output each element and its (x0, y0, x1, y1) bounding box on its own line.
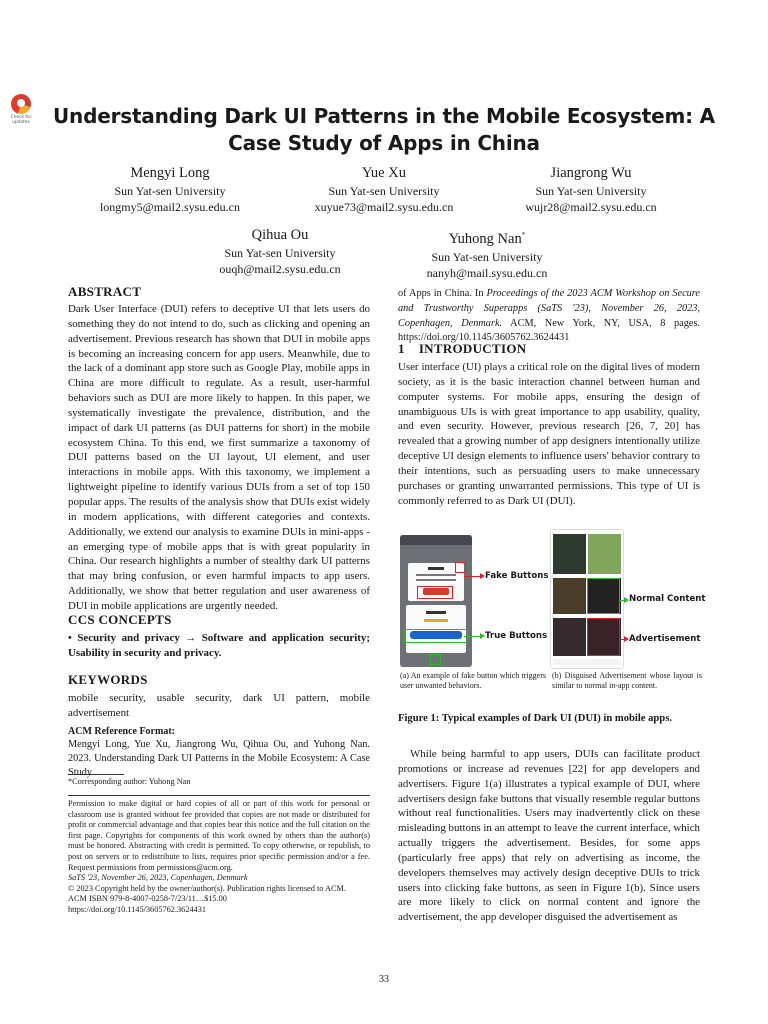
abstract-body: Dark User Interface (DUI) refers to deceptive UI that lets users do something they do not intend to do, such as clicking and opening an advertisement. Previous research has shown that DUI in mobile apps is becoming an increasing concern for app users. Meanwhile, due to the lack of a dominant app store such as Google Play, mobile apps in China are more difficult to regulate. As a result, user-harmful behaviors such as DUI are more likely to happen. In this paper, we systematically investigate the prevalence, distribution, and the impact of dark UI patterns (as DUI patterns for short) in the mobile ecosystem China. To this end, we first summarize a taxonomy of DUI patterns based on the UI layout, UI element, and user interactions in mobile apps. With this taxonomy, we implement a lightweight pipeline to identify various DUIs from a set of top 150 popular apps. The results of the analysis show that DUIs exist widely in modern applications, with different categories and contexts. Additionally, we extend our analysis to examine DUIs in mini-apps - an emerging type of mobile apps that is with great popularity in China. Our research highlights a number of stealthy dark UI patterns that may bring confusion, or even harmful impacts to app users. Additionally, we show that better regulation and user awareness of DUI in mobile applications are urgently needed. (68, 303, 370, 612)
subcaption-b: (b) Disguised Advertisement whose layout is similar to normal in-app content. (552, 671, 702, 690)
true-buttons-label: True Buttons (485, 631, 548, 641)
footnote-rule (68, 774, 124, 775)
abstract-heading: ABSTRACT (68, 284, 142, 299)
doi-link[interactable]: https://doi.org/10.1145/3605762.3624431 (68, 904, 207, 914)
author-email: nanyh@mail.sysu.edu.cn (426, 265, 548, 280)
author-affiliation: Sun Yat-sen University (224, 246, 336, 260)
author-block (70, 164, 270, 215)
author-name: Yue Xu (362, 165, 406, 181)
permission-notice (68, 799, 370, 916)
author-block (387, 226, 587, 281)
fake-buttons-label: Fake Buttons (485, 571, 549, 581)
author-block (284, 164, 484, 215)
normal-content-highlight (587, 578, 620, 614)
paper-title: Understanding Dark UI Patterns in the Mobile Ecosystem: A Case Study of Apps in China (53, 104, 715, 155)
author-affiliation: Sun Yat-sen University (114, 184, 226, 198)
author-email: longmy5@mail2.sysu.edu.cn (99, 200, 241, 214)
copyright-line: © 2023 Copyright held by the owner/author(s). Publication rights licensed to ACM. (68, 883, 346, 893)
footnote: *Corresponding author: Yuhong Nan (68, 777, 191, 786)
author-block (180, 226, 380, 277)
figure-1 (398, 527, 706, 699)
fake-button-highlight (417, 586, 453, 599)
fake-button-highlight (455, 562, 466, 573)
true-button-highlight (430, 654, 441, 665)
author-email: wujr28@mail2.sysu.edu.cn (525, 200, 657, 214)
ccs-heading: CCS CONCEPTS (68, 612, 172, 627)
permission-rule (68, 795, 370, 796)
badge-text: Check for updates (10, 115, 32, 125)
figure-caption: Figure 1: Typical examples of Dark UI (DUI) in mobile apps. (398, 713, 672, 724)
author-affiliation: Sun Yat-sen University (328, 184, 440, 198)
permission-text: Permission to make digital or hard copies of all or part of this work for personal or classroom use is granted without fee provided that copies are not made or distributed for profit or commercial advantage and that copies bear this notice and the full citation on the first page. Copyrights for components of this work owned by others than the author(s) must be honored. Abstracting with credit is permitted. To copy otherwise, or republish, to post on servers or to redistribute to lists, requires prior specific permission and/or a fee. Request permissions from permissions@acm.org. (68, 799, 370, 872)
screenshot-b (550, 529, 624, 669)
intro-heading: 1 INTRODUCTION (398, 341, 527, 356)
advertisement-label: Advertisement (629, 634, 701, 644)
normal-content-label: Normal Content (629, 594, 706, 604)
author-email: ouqh@mail2.sysu.edu.cn (219, 262, 341, 276)
venue-line: SaTS '23, November 26, 2023, Copenhagen, Denmark (68, 873, 248, 883)
acm-ref-heading: ACM Reference Format: (68, 726, 175, 737)
check-updates-icon (11, 94, 31, 114)
ccs-body: • Security and privacy → Software and application security; Usability in security and privacy. (68, 632, 370, 659)
keywords-body: mobile security, usable security, dark UI pattern, mobile advertisement (68, 692, 370, 719)
check-for-updates-badge[interactable] (8, 94, 34, 125)
author-block (491, 164, 691, 215)
author-affiliation: Sun Yat-sen University (535, 184, 647, 198)
advertisement-highlight (587, 618, 620, 656)
isbn-line: ACM ISBN 979-8-4007-0258-7/23/11…$15.00 (68, 894, 227, 904)
author-name: Qihua Ou (251, 227, 309, 243)
screenshot-a (400, 535, 472, 667)
subcaption-a: (a) An example of fake button which triggers user unwanted behaviors. (400, 671, 546, 690)
intro-paragraph-1: User interface (UI) plays a critical role on the digital lives of modern society, as it is the basic interaction channel between human and computer systems. For mobile apps, ensuring the design of unambiguous UIs is with great importance to app usability, quality, and even security. However, previous research [26, 7, 20] has revealed that a growing number of app designers intentionally utilize deceptive UI design elements to influence users' behavior contrary to their intentions, such as persuading users to make unnecessary purchases or granting unwarranted permissions. This type of UI is commonly referred to as Dark UI (DUI). (398, 361, 700, 507)
author-name: Yuhong Nan* (448, 230, 526, 247)
acm-ref-body: Mengyi Long, Yue Xu, Jiangrong Wu, Qihua Ou, and Yuhong Nan. 2023. Understanding Dark UI Patterns in the Mobile Ecosystem: A Case Study (68, 739, 370, 778)
acm-ref-continuation: of Apps in China. In Proceedings of the 2023 ACM Workshop on Secure and Trustworthy Superapps (SaTS '23), November 26, 2023, Copenhagen, Denmark. ACM, New York, NY, USA, 8 pages. https://doi.org/10.1145/3605762.3624431 (398, 288, 700, 344)
page-number: 33 (379, 974, 389, 985)
true-button-highlight (404, 629, 468, 643)
author-name: Mengyi Long (130, 165, 210, 181)
keywords-heading: KEYWORDS (68, 672, 148, 687)
author-email: xuyue73@mail2.sysu.edu.cn (314, 200, 454, 214)
intro-paragraph-2: While being harmful to app users, DUIs can facilitate product promotions or increase ad revenues [22] for app developers and advertisers. Figure 1(a) illustrates a typical example of DUI, where advertisers design fake buttons that visually resemble regular buttons without real functionalities. Users may inadvertently click on these misleading buttons in an attempt to leave the current interface, which actually triggers the advertisement. Besides, for some apps (particularly free apps) that rely on advertising as income, the developers themselves may actively design deceptive DUIs to trick users into clicking fake buttons, as seen in Figure 1(b). Since users are more likely to click on normal content and ignore the advertisement, the app developer disguised the advertisement as (398, 748, 700, 924)
author-affiliation: Sun Yat-sen University (431, 249, 543, 264)
author-name: Jiangrong Wu (550, 165, 632, 181)
